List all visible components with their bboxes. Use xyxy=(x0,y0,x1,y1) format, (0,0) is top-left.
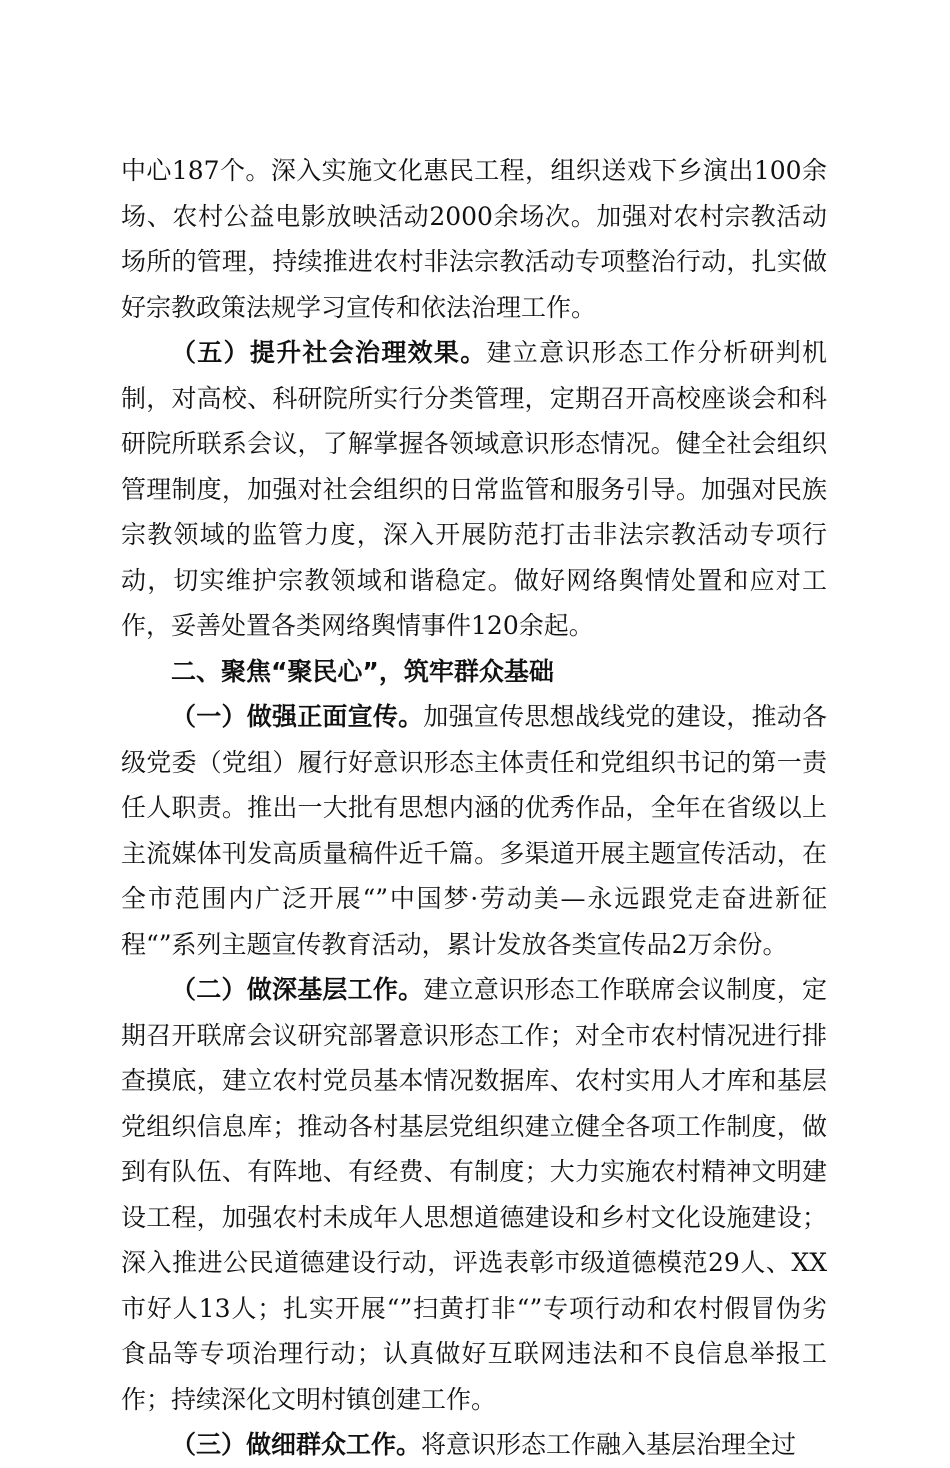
paragraph-5-lead: （三）做细群众工作。 xyxy=(171,1430,422,1459)
section-heading: 二、聚焦“聚民心”，筑牢群众基础 xyxy=(171,656,554,686)
paragraph-4 xyxy=(121,967,827,1422)
paragraph-2 xyxy=(121,330,827,649)
paragraph-5-text: 将意识形态工作融入基层治理全过 xyxy=(421,1430,797,1459)
paragraph-3 xyxy=(121,694,827,967)
paragraph-4-lead: （二）做深基层工作。 xyxy=(171,975,424,1004)
paragraph-2-lead: （五）提升社会治理效果。 xyxy=(171,338,487,367)
paragraph-5 xyxy=(121,1422,827,1468)
paragraph-2-text: 建立意识形态工作分析研判机制，对高校、科研院所实行分类管理，定期召开高校座谈会和科研院所联系会议，了解掌握各领域意识形态情况。健全社会组织管理制度，加强对社会组织的日常监管和服务引导。加强对民族宗教领域的监管力度，深入开展防范打击非法宗教活动专项行动，切实维护宗教领域和谐稳定。做好网络舆情处置和应对工作，妥善处置各类网络舆情事件120余起。 xyxy=(121,338,827,640)
paragraph-3-text: 加强宣传思想战线党的建设，推动各级党委（党组）履行好意识形态主体责任和党组织书记的第一责任人职责。推出一大批有思想内涵的优秀作品，全年在省级以上主流媒体刊发高质量稿件近千篇。多渠道开展主题宣传活动，在全市范围内广泛开展“”中国梦·劳动美—永远跟党走奋进新征程“”系列主题宣传教育活动，累计发放各类宣传品2万余份。 xyxy=(121,702,827,959)
document-body xyxy=(121,148,827,1468)
paragraph-3-lead: （一）做强正面宣传。 xyxy=(171,702,424,731)
paragraph-4-text: 建立意识形态工作联席会议制度，定期召开联席会议研究部署意识形态工作；对全市农村情况进行排查摸底，建立农村党员基本情况数据库、农村实用人才库和基层党组织信息库；推动各村基层党组织建立健全各项工作制度，做到有队伍、有阵地、有经费、有制度；大力实施农村精神文明建设工程，加强农村未成年人思想道德建设和乡村文化设施建设；深入推进公民道德建设行动，评选表彰市级道德模范29人、XX市好人13人；扎实开展“”扫黄打非“”专项行动和农村假冒伪劣食品等专项治理行动；认真做好互联网违法和不良信息举报工作；持续深化文明村镇创建工作。 xyxy=(121,975,827,1414)
paragraph-1-text: 中心187个。深入实施文化惠民工程，组织送戏下乡演出100余场、农村公益电影放映活动2000余场次。加强对农村宗教活动场所的管理，持续推进农村非法宗教活动专项整治行动，扎实做好宗教政策法规学习宣传和依法治理工作。 xyxy=(121,156,827,322)
paragraph-1 xyxy=(121,148,827,330)
